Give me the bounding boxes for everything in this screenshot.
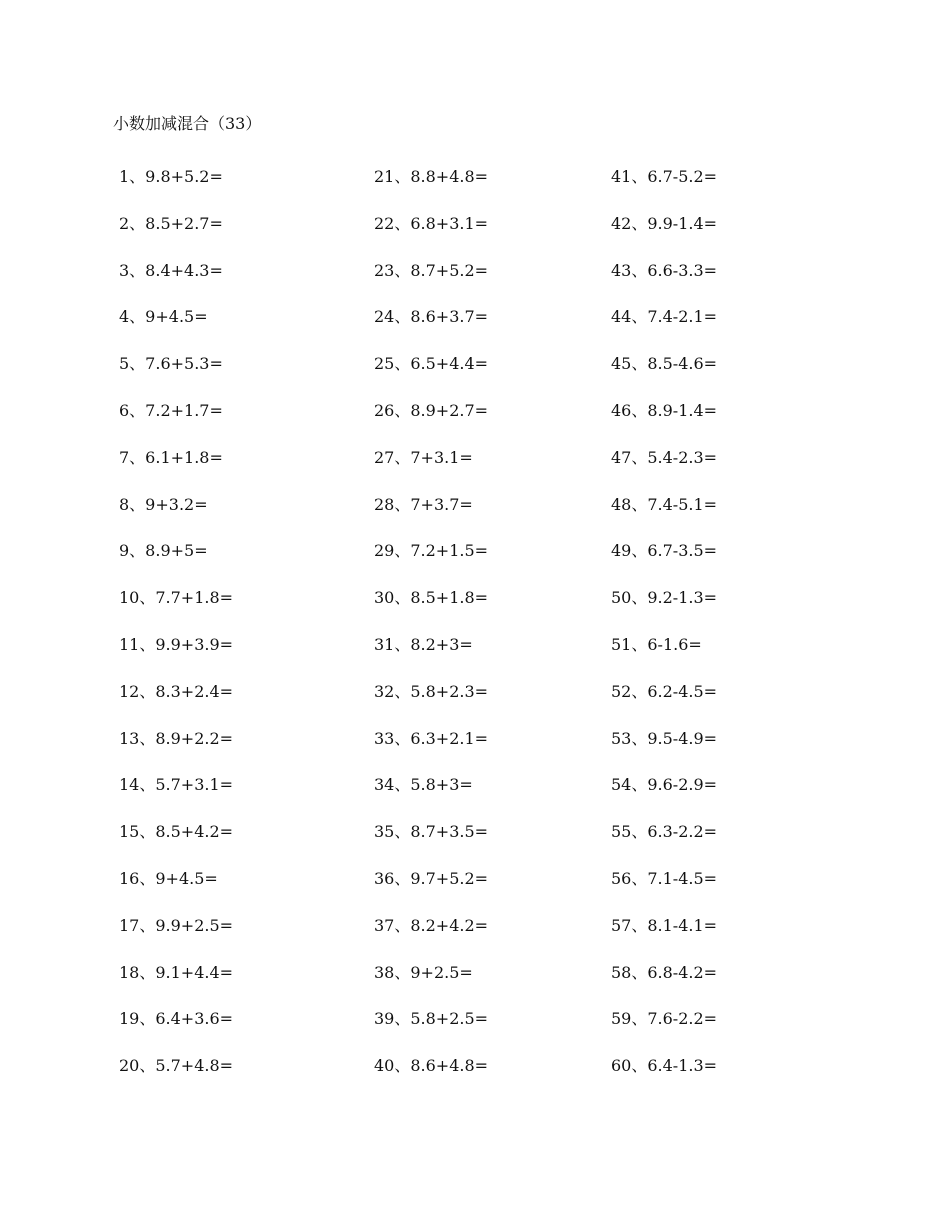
worksheet-title: 小数加减混合（33） (113, 114, 262, 133)
problem-34: 34、5.8+3= (374, 775, 473, 795)
problem-2: 2、8.5+2.7= (119, 213, 223, 233)
problem-41: 41、6.7-5.2= (611, 167, 718, 186)
problem-12: 12、8.3+2.4= (119, 681, 234, 701)
problem-48: 48、7.4-5.1= (611, 494, 718, 514)
problem-11: 11、9.9+3.9= (119, 634, 234, 654)
problem-20: 20、5.7+4.8= (119, 1056, 234, 1076)
problem-25: 25、6.5+4.4= (374, 354, 489, 374)
problem-43: 43、6.6-3.3= (611, 260, 718, 280)
problem-16: 16、9+4.5= (119, 868, 218, 888)
problem-56: 56、7.1-4.5= (611, 868, 718, 888)
problem-7: 7、6.1+1.8= (119, 447, 223, 467)
problem-40: 40、8.6+4.8= (374, 1056, 489, 1076)
problem-column-3 (611, 166, 841, 1102)
problem-42: 42、9.9-1.4= (611, 213, 718, 233)
problem-35: 35、8.7+3.5= (374, 822, 489, 842)
problem-28: 28、7+3.7= (374, 494, 473, 514)
problem-24: 24、8.6+3.7= (374, 307, 489, 327)
problem-46: 46、8.9-1.4= (611, 400, 718, 420)
problem-30: 30、8.5+1.8= (374, 588, 489, 608)
problem-52: 52、6.2-4.5= (611, 681, 718, 701)
problem-32: 32、5.8+2.3= (374, 681, 489, 701)
problem-26: 26、8.9+2.7= (374, 400, 489, 420)
problem-9: 9、8.9+5= (119, 541, 208, 561)
problem-21: 21、8.8+4.8= (374, 167, 489, 186)
problem-47: 47、5.4-2.3= (611, 447, 718, 467)
problem-54: 54、9.6-2.9= (611, 775, 718, 795)
problem-27: 27、7+3.1= (374, 447, 473, 467)
problem-29: 29、7.2+1.5= (374, 541, 489, 561)
problem-33: 33、6.3+2.1= (374, 728, 489, 748)
problem-5: 5、7.6+5.3= (119, 354, 223, 374)
problem-15: 15、8.5+4.2= (119, 822, 234, 842)
problem-19: 19、6.4+3.6= (119, 1009, 234, 1029)
problem-59: 59、7.6-2.2= (611, 1009, 718, 1029)
problem-17: 17、9.9+2.5= (119, 915, 234, 935)
problem-53: 53、9.5-4.9= (611, 728, 718, 748)
problem-37: 37、8.2+4.2= (374, 915, 489, 935)
problem-18: 18、9.1+4.4= (119, 962, 234, 982)
problem-13: 13、8.9+2.2= (119, 728, 234, 748)
problem-36: 36、9.7+5.2= (374, 868, 489, 888)
problem-45: 45、8.5-4.6= (611, 354, 718, 374)
problem-8: 8、9+3.2= (119, 494, 208, 514)
problem-31: 31、8.2+3= (374, 634, 473, 654)
problem-60: 60、6.4-1.3= (611, 1056, 718, 1076)
problem-23: 23、8.7+5.2= (374, 260, 489, 280)
problem-50: 50、9.2-1.3= (611, 588, 718, 608)
problem-column-1 (119, 166, 349, 1102)
problem-column-2 (374, 166, 604, 1102)
problem-49: 49、6.7-3.5= (611, 541, 718, 561)
problem-38: 38、9+2.5= (374, 962, 473, 982)
problem-1: 1、9.8+5.2= (119, 167, 223, 186)
problem-58: 58、6.8-4.2= (611, 962, 718, 982)
problem-57: 57、8.1-4.1= (611, 915, 718, 935)
problem-39: 39、5.8+2.5= (374, 1009, 489, 1029)
problem-3: 3、8.4+4.3= (119, 260, 223, 280)
problem-22: 22、6.8+3.1= (374, 213, 489, 233)
problem-6: 6、7.2+1.7= (119, 400, 223, 420)
problem-44: 44、7.4-2.1= (611, 307, 718, 327)
problem-14: 14、5.7+3.1= (119, 775, 234, 795)
problem-4: 4、9+4.5= (119, 307, 208, 327)
problem-51: 51、6-1.6= (611, 634, 702, 654)
problem-55: 55、6.3-2.2= (611, 822, 718, 842)
problem-10: 10、7.7+1.8= (119, 588, 234, 608)
